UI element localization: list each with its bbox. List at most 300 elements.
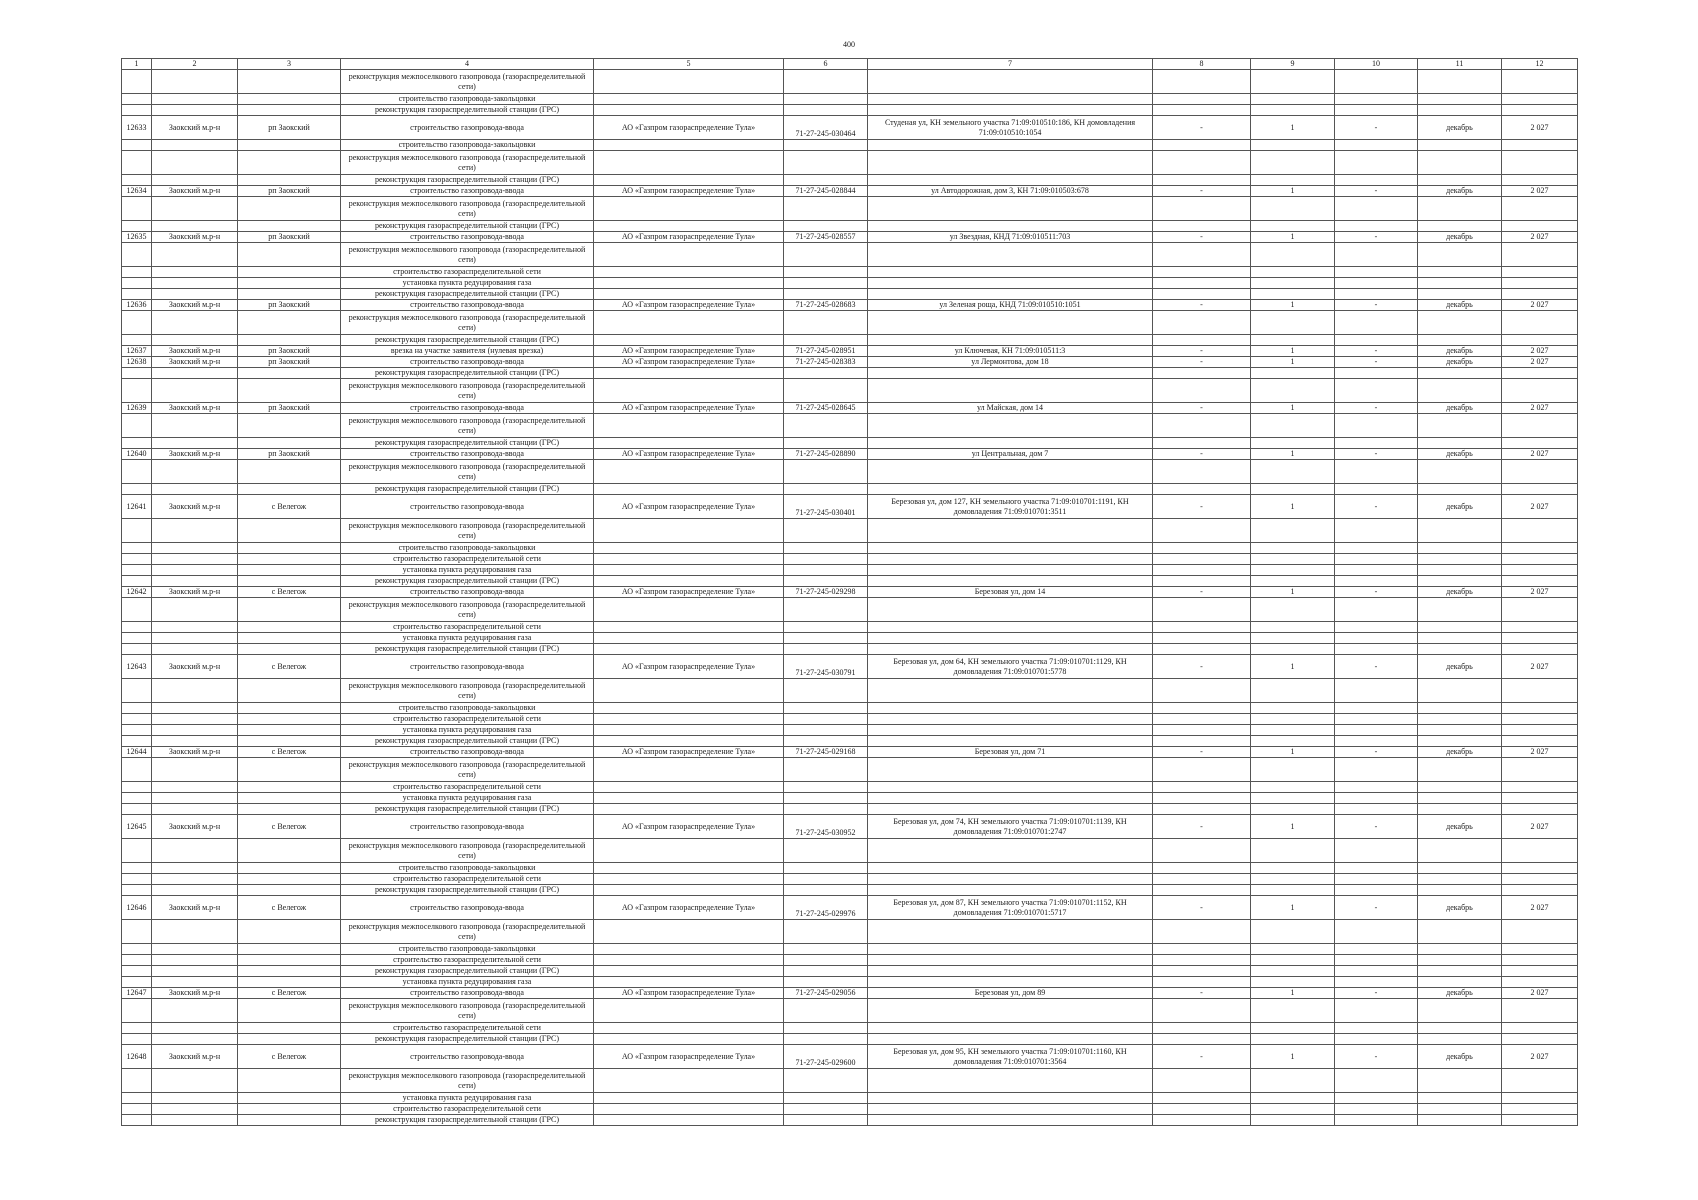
cell-work-type: реконструкция газораспределительной станции (ГРС) <box>341 966 594 977</box>
cell-application-number: 71-27-245-030791 <box>784 655 868 679</box>
column-header-7: 7 <box>868 59 1153 70</box>
cell-month <box>1418 955 1502 966</box>
cell-col8 <box>1153 267 1251 278</box>
cell-col8 <box>1153 1115 1251 1126</box>
cell-settlement <box>238 105 341 116</box>
table-row <box>122 1115 1578 1126</box>
cell-settlement <box>238 703 341 714</box>
cell-year <box>1502 955 1578 966</box>
cell-district <box>152 460 238 484</box>
cell-col9 <box>1251 311 1335 335</box>
cell-organization: АО «Газпром газораспределение Тула» <box>594 896 784 920</box>
cell-application-number: 71-27-245-028844 <box>784 186 868 197</box>
cell-col9 <box>1251 289 1335 300</box>
cell-district: Заокский м.р-н <box>152 357 238 368</box>
cell-address <box>868 151 1153 175</box>
cell-number <box>122 1023 152 1034</box>
cell-address: Березовая ул, дом 14 <box>868 587 1153 598</box>
cell-work-type: строительство газопровода-закольцовки <box>341 94 594 105</box>
cell-district: Заокский м.р-н <box>152 403 238 414</box>
cell-month: декабрь <box>1418 587 1502 598</box>
cell-application-number <box>784 920 868 944</box>
cell-work-type: строительство газопровода-ввода <box>341 403 594 414</box>
cell-organization <box>594 598 784 622</box>
cell-col9 <box>1251 758 1335 782</box>
cell-col10 <box>1335 243 1418 267</box>
cell-number <box>122 863 152 874</box>
cell-col9 <box>1251 804 1335 815</box>
cell-col9 <box>1251 243 1335 267</box>
cell-month <box>1418 999 1502 1023</box>
table-body <box>122 70 1578 1126</box>
cell-year <box>1502 804 1578 815</box>
cell-col10 <box>1335 874 1418 885</box>
cell-col8 <box>1153 368 1251 379</box>
cell-settlement <box>238 1104 341 1115</box>
cell-district <box>152 944 238 955</box>
cell-month <box>1418 379 1502 403</box>
cell-district <box>152 221 238 232</box>
cell-number: 12634 <box>122 186 152 197</box>
cell-col9 <box>1251 221 1335 232</box>
column-header-8: 8 <box>1153 59 1251 70</box>
cell-organization <box>594 679 784 703</box>
cell-number: 12644 <box>122 747 152 758</box>
cell-number <box>122 1104 152 1115</box>
cell-application-number <box>784 335 868 346</box>
cell-col10 <box>1335 863 1418 874</box>
cell-organization: АО «Газпром газораспределение Тула» <box>594 1045 784 1069</box>
cell-col8 <box>1153 644 1251 655</box>
cell-number: 12637 <box>122 346 152 357</box>
cell-settlement <box>238 725 341 736</box>
cell-work-type: строительство газопровода-закольцовки <box>341 543 594 554</box>
cell-col9 <box>1251 977 1335 988</box>
cell-work-type: реконструкция газораспределительной станции (ГРС) <box>341 289 594 300</box>
cell-work-type: строительство газопровода-ввода <box>341 747 594 758</box>
cell-work-type: установка пункта редуцирования газа <box>341 977 594 988</box>
cell-number <box>122 105 152 116</box>
cell-district <box>152 1093 238 1104</box>
cell-month <box>1418 175 1502 186</box>
cell-month <box>1418 1115 1502 1126</box>
cell-district <box>152 758 238 782</box>
cell-col10 <box>1335 679 1418 703</box>
cell-col10 <box>1335 1069 1418 1093</box>
cell-col9 <box>1251 598 1335 622</box>
cell-organization: АО «Газпром газораспределение Тула» <box>594 815 784 839</box>
cell-number <box>122 999 152 1023</box>
cell-year <box>1502 438 1578 449</box>
cell-number <box>122 460 152 484</box>
cell-number <box>122 598 152 622</box>
cell-month <box>1418 782 1502 793</box>
cell-year <box>1502 885 1578 896</box>
cell-col8 <box>1153 1023 1251 1034</box>
cell-work-type: строительство газопровода-закольцовки <box>341 140 594 151</box>
table-row <box>122 543 1578 554</box>
cell-col10 <box>1335 758 1418 782</box>
cell-address: Березовая ул, дом 71 <box>868 747 1153 758</box>
cell-number <box>122 714 152 725</box>
cell-district: Заокский м.р-н <box>152 1045 238 1069</box>
cell-application-number <box>784 1093 868 1104</box>
cell-col10 <box>1335 714 1418 725</box>
cell-number <box>122 197 152 221</box>
cell-year: 2 027 <box>1502 186 1578 197</box>
cell-number <box>122 278 152 289</box>
cell-address <box>868 1069 1153 1093</box>
cell-settlement <box>238 543 341 554</box>
cell-application-number <box>784 955 868 966</box>
cell-col8: - <box>1153 116 1251 140</box>
table-row <box>122 782 1578 793</box>
cell-number <box>122 94 152 105</box>
cell-organization <box>594 221 784 232</box>
table-row <box>122 1034 1578 1045</box>
cell-work-type: строительство газораспределительной сети <box>341 955 594 966</box>
cell-organization <box>594 714 784 725</box>
cell-organization <box>594 414 784 438</box>
cell-col9 <box>1251 368 1335 379</box>
cell-district <box>152 714 238 725</box>
cell-settlement <box>238 311 341 335</box>
cell-settlement <box>238 335 341 346</box>
cell-address <box>868 414 1153 438</box>
cell-col8: - <box>1153 403 1251 414</box>
table-row <box>122 232 1578 243</box>
cell-organization: АО «Газпром газораспределение Тула» <box>594 357 784 368</box>
cell-district <box>152 804 238 815</box>
table-row <box>122 151 1578 175</box>
cell-month <box>1418 278 1502 289</box>
cell-address: ул Центральная, дом 7 <box>868 449 1153 460</box>
cell-application-number <box>784 1034 868 1045</box>
cell-number <box>122 920 152 944</box>
cell-col8 <box>1153 1034 1251 1045</box>
cell-district <box>152 565 238 576</box>
cell-district: Заокский м.р-н <box>152 116 238 140</box>
cell-year <box>1502 70 1578 94</box>
table-row <box>122 1093 1578 1104</box>
cell-work-type: строительство газопровода-ввода <box>341 357 594 368</box>
cell-month <box>1418 519 1502 543</box>
cell-work-type: реконструкция межпоселкового газопровода (газораспределительной сети) <box>341 197 594 221</box>
column-header-11: 11 <box>1418 59 1502 70</box>
cell-application-number <box>784 576 868 587</box>
column-header-6: 6 <box>784 59 868 70</box>
cell-organization <box>594 839 784 863</box>
cell-month: декабрь <box>1418 449 1502 460</box>
cell-organization: АО «Газпром газораспределение Тула» <box>594 747 784 758</box>
cell-district <box>152 874 238 885</box>
cell-col10: - <box>1335 403 1418 414</box>
column-header-row <box>122 59 1578 70</box>
cell-number <box>122 554 152 565</box>
cell-settlement: рп Заокский <box>238 300 341 311</box>
cell-month <box>1418 335 1502 346</box>
cell-number <box>122 955 152 966</box>
cell-settlement <box>238 565 341 576</box>
cell-year: 2 027 <box>1502 300 1578 311</box>
cell-district <box>152 543 238 554</box>
cell-number <box>122 736 152 747</box>
cell-work-type: строительство газопровода-ввода <box>341 449 594 460</box>
table-row <box>122 403 1578 414</box>
table-row <box>122 460 1578 484</box>
cell-application-number <box>784 714 868 725</box>
cell-year <box>1502 576 1578 587</box>
cell-col9 <box>1251 438 1335 449</box>
cell-year <box>1502 175 1578 186</box>
cell-settlement <box>238 1023 341 1034</box>
cell-year: 2 027 <box>1502 449 1578 460</box>
cell-organization: АО «Газпром газораспределение Тула» <box>594 495 784 519</box>
cell-district <box>152 243 238 267</box>
cell-application-number: 71-27-245-028951 <box>784 346 868 357</box>
cell-number <box>122 885 152 896</box>
cell-work-type: строительство газопровода-ввода <box>341 655 594 679</box>
cell-address <box>868 484 1153 495</box>
table-row <box>122 644 1578 655</box>
cell-month <box>1418 885 1502 896</box>
cell-address: Березовая ул, дом 95, КН земельного участка 71:09:010701:1160, КН домовладения 71:09:010701:3564 <box>868 1045 1153 1069</box>
cell-work-type: реконструкция газораспределительной станции (ГРС) <box>341 484 594 495</box>
cell-settlement: рп Заокский <box>238 357 341 368</box>
table-row <box>122 747 1578 758</box>
cell-settlement <box>238 576 341 587</box>
cell-col10 <box>1335 703 1418 714</box>
cell-work-type: реконструкция газораспределительной станции (ГРС) <box>341 175 594 186</box>
cell-col9 <box>1251 554 1335 565</box>
cell-month <box>1418 368 1502 379</box>
cell-col9: 1 <box>1251 346 1335 357</box>
cell-organization <box>594 955 784 966</box>
cell-col9: 1 <box>1251 655 1335 679</box>
cell-col10: - <box>1335 116 1418 140</box>
cell-col10: - <box>1335 896 1418 920</box>
cell-col9 <box>1251 94 1335 105</box>
cell-number <box>122 804 152 815</box>
cell-year <box>1502 1115 1578 1126</box>
cell-col10 <box>1335 977 1418 988</box>
cell-application-number <box>784 414 868 438</box>
cell-number <box>122 1115 152 1126</box>
cell-month <box>1418 289 1502 300</box>
cell-number <box>122 758 152 782</box>
table-row <box>122 815 1578 839</box>
cell-application-number <box>784 70 868 94</box>
cell-month <box>1418 1104 1502 1115</box>
cell-col9 <box>1251 70 1335 94</box>
cell-district <box>152 70 238 94</box>
cell-number <box>122 725 152 736</box>
cell-number <box>122 175 152 186</box>
cell-organization: АО «Газпром газораспределение Тула» <box>594 587 784 598</box>
cell-year <box>1502 543 1578 554</box>
cell-district <box>152 633 238 644</box>
cell-district: Заокский м.р-н <box>152 495 238 519</box>
cell-col8 <box>1153 725 1251 736</box>
cell-month <box>1418 644 1502 655</box>
cell-number <box>122 1093 152 1104</box>
cell-address <box>868 758 1153 782</box>
cell-application-number <box>784 598 868 622</box>
cell-work-type: установка пункта редуцирования газа <box>341 565 594 576</box>
cell-month <box>1418 920 1502 944</box>
cell-district <box>152 105 238 116</box>
cell-year <box>1502 944 1578 955</box>
cell-organization <box>594 289 784 300</box>
cell-year <box>1502 644 1578 655</box>
cell-col8: - <box>1153 346 1251 357</box>
cell-settlement <box>238 598 341 622</box>
cell-col10 <box>1335 1034 1418 1045</box>
cell-district <box>152 519 238 543</box>
cell-col10 <box>1335 1093 1418 1104</box>
cell-col9 <box>1251 955 1335 966</box>
cell-district <box>152 955 238 966</box>
table-row <box>122 175 1578 186</box>
cell-application-number <box>784 644 868 655</box>
cell-col9 <box>1251 622 1335 633</box>
cell-number: 12638 <box>122 357 152 368</box>
cell-settlement: рп Заокский <box>238 116 341 140</box>
cell-col8 <box>1153 758 1251 782</box>
cell-application-number <box>784 311 868 335</box>
cell-organization <box>594 944 784 955</box>
cell-col8 <box>1153 885 1251 896</box>
cell-application-number: 71-27-245-029056 <box>784 988 868 999</box>
cell-application-number: 71-27-245-028890 <box>784 449 868 460</box>
cell-organization <box>594 782 784 793</box>
cell-year <box>1502 243 1578 267</box>
cell-settlement <box>238 944 341 955</box>
cell-application-number: 71-27-245-029600 <box>784 1045 868 1069</box>
cell-col8 <box>1153 543 1251 554</box>
cell-col8 <box>1153 311 1251 335</box>
cell-organization: АО «Газпром газораспределение Тула» <box>594 300 784 311</box>
cell-work-type: строительство газопровода-ввода <box>341 495 594 519</box>
cell-year <box>1502 335 1578 346</box>
cell-work-type: строительство газопровода-ввода <box>341 896 594 920</box>
table-row <box>122 140 1578 151</box>
column-header-10: 10 <box>1335 59 1418 70</box>
cell-work-type: установка пункта редуцирования газа <box>341 793 594 804</box>
cell-application-number: 71-27-245-029168 <box>784 747 868 758</box>
cell-settlement <box>238 438 341 449</box>
cell-col8 <box>1153 598 1251 622</box>
cell-col9 <box>1251 782 1335 793</box>
cell-year: 2 027 <box>1502 1045 1578 1069</box>
cell-address <box>868 576 1153 587</box>
cell-application-number <box>784 543 868 554</box>
table-row <box>122 622 1578 633</box>
cell-col8 <box>1153 920 1251 944</box>
cell-year <box>1502 484 1578 495</box>
cell-col8 <box>1153 151 1251 175</box>
cell-settlement <box>238 644 341 655</box>
cell-year <box>1502 519 1578 543</box>
cell-month: декабрь <box>1418 403 1502 414</box>
cell-district <box>152 1069 238 1093</box>
cell-month <box>1418 197 1502 221</box>
cell-address <box>868 221 1153 232</box>
cell-col9 <box>1251 679 1335 703</box>
cell-number <box>122 1069 152 1093</box>
table-row <box>122 758 1578 782</box>
cell-col8 <box>1153 793 1251 804</box>
cell-address <box>868 999 1153 1023</box>
cell-district <box>152 414 238 438</box>
cell-month <box>1418 1023 1502 1034</box>
cell-col8 <box>1153 679 1251 703</box>
cell-col8 <box>1153 622 1251 633</box>
cell-organization <box>594 460 784 484</box>
cell-organization <box>594 576 784 587</box>
cell-month: декабрь <box>1418 896 1502 920</box>
cell-col9 <box>1251 714 1335 725</box>
cell-organization <box>594 278 784 289</box>
cell-number <box>122 977 152 988</box>
cell-settlement <box>238 70 341 94</box>
cell-work-type: реконструкция газораспределительной станции (ГРС) <box>341 1115 594 1126</box>
cell-settlement <box>238 289 341 300</box>
cell-organization <box>594 1034 784 1045</box>
cell-address <box>868 289 1153 300</box>
cell-organization: АО «Газпром газораспределение Тула» <box>594 988 784 999</box>
cell-number <box>122 70 152 94</box>
cell-col10: - <box>1335 232 1418 243</box>
cell-month <box>1418 105 1502 116</box>
cell-district <box>152 576 238 587</box>
cell-settlement <box>238 175 341 186</box>
table-row <box>122 221 1578 232</box>
cell-col9 <box>1251 414 1335 438</box>
cell-work-type: строительство газопровода-ввода <box>341 186 594 197</box>
table-row <box>122 1069 1578 1093</box>
cell-address <box>868 278 1153 289</box>
cell-col10 <box>1335 460 1418 484</box>
cell-col9: 1 <box>1251 232 1335 243</box>
cell-year <box>1502 598 1578 622</box>
cell-district <box>152 1034 238 1045</box>
gas-connection-table <box>121 58 1578 1126</box>
cell-work-type: реконструкция газораспределительной станции (ГРС) <box>341 885 594 896</box>
cell-address <box>868 977 1153 988</box>
cell-application-number <box>784 804 868 815</box>
cell-col10 <box>1335 839 1418 863</box>
cell-address <box>868 1034 1153 1045</box>
table-row <box>122 966 1578 977</box>
cell-year <box>1502 966 1578 977</box>
cell-address <box>868 839 1153 863</box>
cell-year <box>1502 140 1578 151</box>
cell-district <box>152 554 238 565</box>
cell-organization <box>594 1115 784 1126</box>
cell-address: Студеная ул, КН земельного участка 71:09:010510:186, КН домовладения 71:09:010510:1054 <box>868 116 1153 140</box>
cell-year <box>1502 874 1578 885</box>
cell-address <box>868 94 1153 105</box>
cell-address <box>868 438 1153 449</box>
cell-year <box>1502 782 1578 793</box>
cell-month <box>1418 140 1502 151</box>
cell-col9: 1 <box>1251 403 1335 414</box>
table-row <box>122 896 1578 920</box>
cell-district: Заокский м.р-н <box>152 655 238 679</box>
cell-address <box>868 105 1153 116</box>
cell-col9 <box>1251 1093 1335 1104</box>
